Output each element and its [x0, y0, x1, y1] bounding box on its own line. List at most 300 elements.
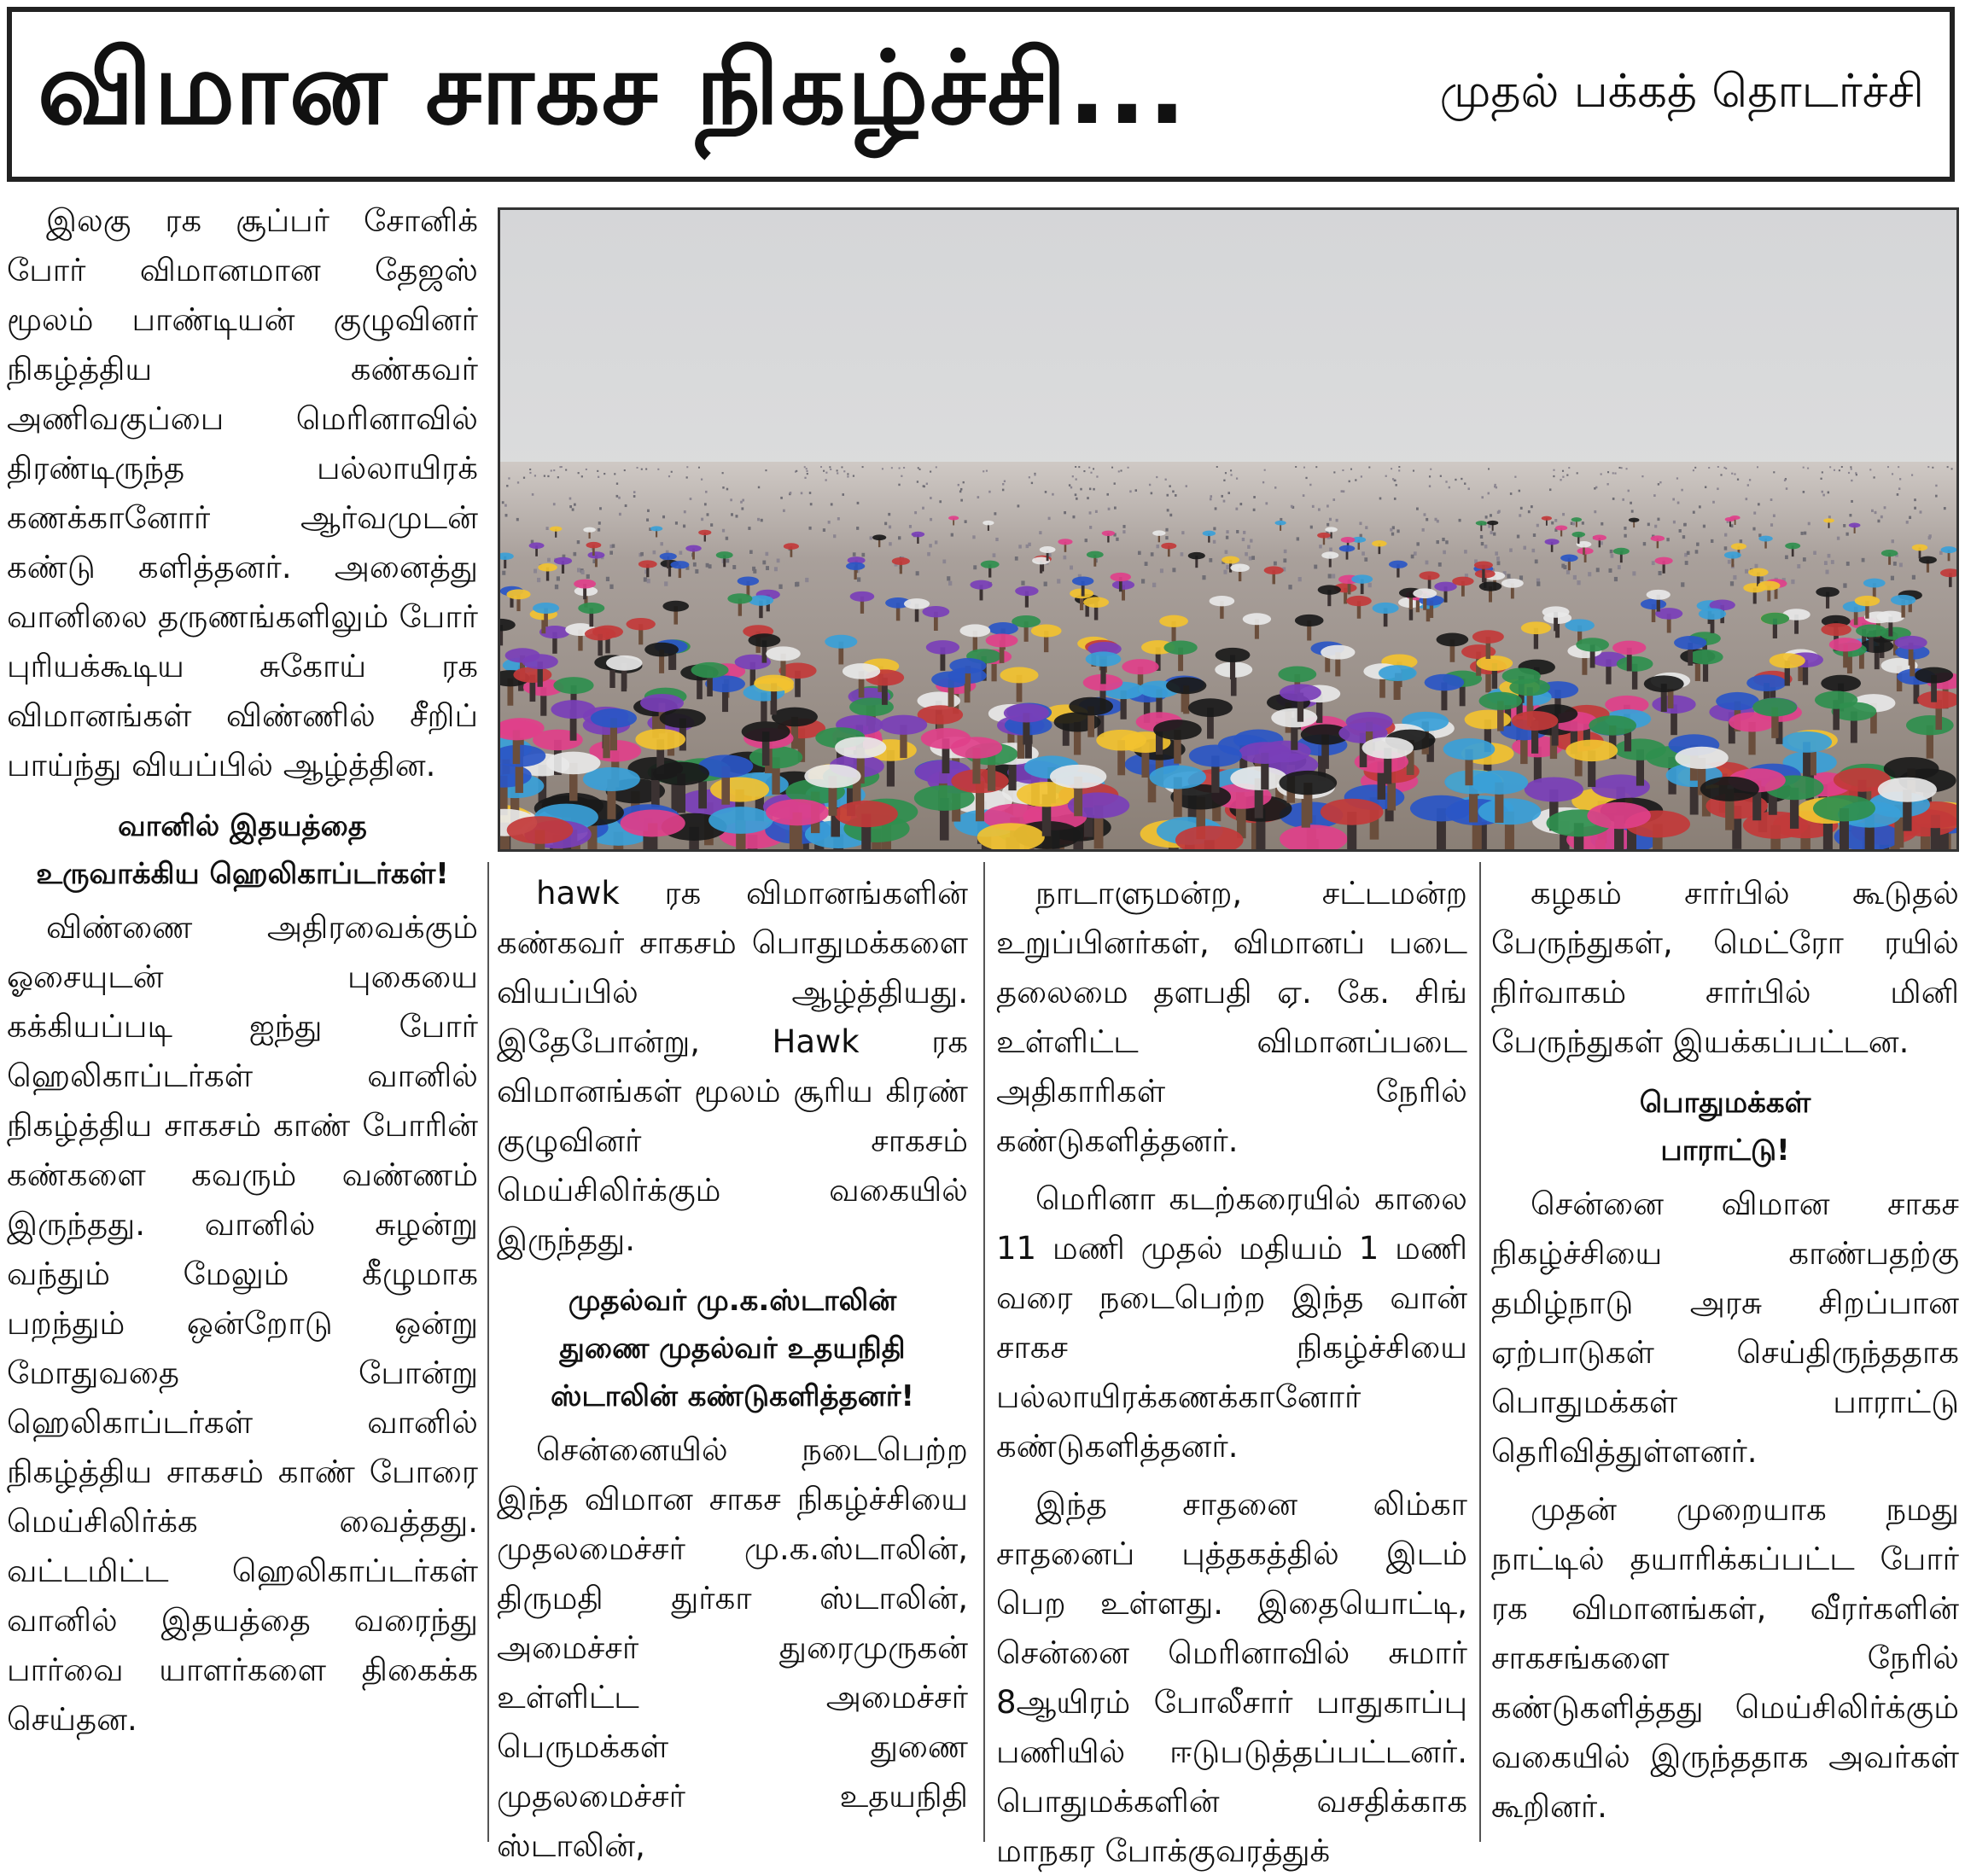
umbrella	[660, 708, 706, 728]
crowd-person	[1749, 479, 1751, 481]
crowd-person	[1496, 556, 1500, 561]
umbrella	[1278, 667, 1316, 683]
crowd-person	[958, 484, 959, 486]
umbrella	[738, 576, 759, 586]
crowd-person	[1411, 555, 1414, 559]
umbrella	[1086, 651, 1122, 667]
crowd-person	[708, 564, 712, 568]
umbrella	[1159, 615, 1188, 627]
crowd-person	[517, 481, 519, 483]
crowd-person	[1519, 575, 1523, 580]
crowd-person	[633, 491, 635, 493]
crowd-person	[1355, 479, 1356, 481]
crowd-person	[1449, 486, 1450, 489]
umbrella	[1321, 799, 1384, 825]
crowd-person	[502, 501, 504, 504]
crowd-person	[612, 545, 615, 548]
crowd-person	[1359, 521, 1362, 525]
crowd-person	[804, 466, 806, 468]
crowd-person	[1733, 575, 1736, 580]
umbrella	[1280, 684, 1321, 701]
crowd-person	[1841, 466, 1843, 468]
crowd-person	[1106, 493, 1109, 496]
crowd-person	[1601, 473, 1602, 475]
crowd-person	[804, 477, 806, 479]
crowd-person	[1608, 568, 1612, 573]
umbrella	[1087, 551, 1104, 558]
crowd-person	[573, 552, 576, 556]
crowd-person	[1553, 469, 1554, 471]
crowd-person	[1494, 484, 1496, 486]
crowd-person	[1911, 474, 1913, 475]
crowd-person	[1114, 482, 1116, 484]
crowd-person	[1803, 557, 1806, 562]
crowd-person	[683, 525, 685, 528]
crowd-person	[918, 467, 919, 469]
crowd-person	[1430, 469, 1431, 470]
crowd-person	[1563, 565, 1566, 569]
crowd-person	[1078, 466, 1080, 468]
crowd-person	[1610, 550, 1613, 553]
crowd-person	[1429, 475, 1431, 477]
crowd-person	[1685, 561, 1688, 565]
crowd-person	[1758, 503, 1760, 505]
crowd-person	[1116, 538, 1118, 541]
crowd-person	[806, 468, 808, 469]
crowd-person	[801, 492, 803, 494]
crowd-person	[1422, 528, 1425, 532]
umbrella	[1894, 636, 1927, 650]
crowd-person	[926, 483, 928, 485]
crowd-person	[1643, 542, 1646, 545]
crowd-person	[780, 497, 783, 499]
crowd-person	[1679, 529, 1682, 533]
umbrella	[1587, 802, 1651, 829]
umbrella	[1731, 543, 1746, 550]
crowd-person	[1514, 476, 1516, 478]
subheading-public-praise	[1491, 1079, 1959, 1174]
crowd-person	[1875, 511, 1877, 514]
crowd-person	[586, 574, 590, 579]
crowd-person	[1612, 498, 1615, 500]
crowd-person	[1045, 491, 1047, 493]
umbrella	[1004, 703, 1049, 722]
crowd-person	[1165, 536, 1168, 539]
crowd-person	[1485, 516, 1488, 518]
crowd-person	[986, 470, 988, 472]
crowd-person	[903, 467, 905, 469]
crowd-person	[1223, 480, 1225, 481]
crowd-person	[1831, 560, 1834, 564]
crowd-person	[1490, 514, 1492, 516]
crowd-person	[1468, 487, 1470, 490]
crowd-person	[1728, 560, 1731, 564]
umbrella	[1216, 648, 1251, 662]
subheading-line: பொதுமக்கள்	[1639, 1086, 1811, 1120]
umbrella	[698, 530, 711, 535]
crowd-person	[777, 558, 780, 562]
umbrella	[1571, 532, 1585, 538]
crowd-person	[551, 469, 552, 471]
crowd-person	[581, 475, 583, 477]
crowd-person	[963, 481, 965, 483]
umbrella	[1243, 613, 1271, 625]
crowd-person	[1813, 551, 1816, 555]
umbrella	[892, 557, 910, 565]
crowd-person	[1488, 525, 1490, 528]
crowd-person	[1186, 485, 1187, 487]
article-paragraph: சென்னை விமான சாகச நிகழ்ச்சியை காண்பதற்கு தமிழ்நாடு அரசு சிறப்பான ஏற்பாடுகள் செய்திருந்ததாக பொதுமக்கள் பாராட்டு தெரிவித்துள்ளனர்.	[1491, 1186, 1959, 1470]
crowd-person	[1804, 532, 1806, 535]
umbrella	[1487, 521, 1498, 526]
crowd-person	[1551, 521, 1554, 525]
crowd-person	[693, 562, 697, 567]
umbrella	[1102, 531, 1115, 536]
crowd-person	[705, 491, 707, 493]
umbrella	[766, 646, 801, 661]
crowd-person	[1808, 522, 1810, 526]
umbrella	[1096, 730, 1146, 751]
umbrella	[1761, 613, 1789, 625]
umbrella	[1188, 698, 1233, 717]
umbrella	[1700, 777, 1759, 801]
crowd-person	[1319, 545, 1322, 548]
crowd-person	[1892, 473, 1893, 475]
umbrella	[1475, 569, 1496, 578]
crowd-person	[707, 513, 709, 516]
crowd-person	[1239, 503, 1242, 505]
crowd-person	[1015, 556, 1018, 561]
crowd-person	[1577, 580, 1580, 585]
crowd-person	[1044, 582, 1047, 586]
crowd-person	[690, 498, 692, 500]
crowd-person	[1243, 531, 1245, 534]
crowd-person	[977, 496, 980, 498]
crowd-person	[1230, 474, 1232, 475]
umbrella	[538, 563, 557, 571]
crowd-person	[1791, 580, 1794, 584]
crowd-person	[1676, 477, 1678, 479]
crowd-person	[761, 519, 763, 522]
crowd-person	[679, 551, 683, 554]
crowd-person	[1149, 484, 1151, 486]
crowd-person	[929, 544, 932, 547]
crowd-person	[1631, 510, 1634, 512]
crowd-person	[1329, 518, 1332, 521]
crowd-person	[1072, 475, 1074, 477]
crowd-person	[646, 518, 649, 521]
umbrella	[708, 807, 773, 834]
crowd-person	[1897, 493, 1899, 496]
umbrella	[1652, 696, 1695, 714]
crowd-person	[609, 551, 613, 554]
crowd-person	[616, 482, 618, 484]
crowd-person	[1822, 494, 1825, 497]
crowd-person	[1333, 471, 1335, 473]
crowd-person	[1536, 524, 1539, 527]
crowd-person	[1396, 529, 1399, 533]
crowd-person	[1230, 469, 1232, 471]
crowd-person	[1607, 471, 1609, 473]
crowd-person	[1659, 571, 1662, 575]
crowd-person	[1528, 510, 1531, 513]
crowd-person	[577, 568, 580, 572]
umbrella	[981, 561, 1000, 568]
crowd-person	[1341, 490, 1343, 492]
crowd-person	[847, 473, 848, 475]
crowd-person	[1390, 528, 1392, 532]
crowd-person	[1076, 498, 1078, 500]
umbrella	[583, 527, 596, 533]
crowd-person	[1877, 520, 1880, 523]
article-column-4	[1491, 869, 1959, 1842]
crowd-person	[1509, 548, 1513, 551]
crowd-person	[1531, 505, 1533, 508]
umbrella	[551, 700, 595, 719]
crowd-person	[1573, 575, 1577, 580]
crowd-person	[1089, 511, 1092, 514]
umbrella	[835, 801, 898, 827]
crowd-person	[1695, 550, 1699, 553]
crowd-person	[569, 498, 572, 500]
umbrella	[1560, 554, 1578, 562]
crowd-person	[1135, 489, 1137, 492]
crowd-person	[740, 501, 743, 504]
crowd-person	[749, 550, 753, 553]
crowd-person	[577, 540, 580, 544]
crowd-person	[1839, 469, 1840, 471]
crowd-person	[1519, 490, 1520, 492]
umbrella	[1000, 667, 1038, 683]
crowd-person	[766, 566, 769, 570]
crowd-person	[809, 492, 812, 494]
crowd-person	[1379, 498, 1382, 500]
crowd-person	[1151, 492, 1153, 494]
continuation-label: முதல் பக்கத் தொடர்ச்சி	[1439, 64, 1924, 118]
crowd-person	[1437, 520, 1439, 523]
crowd-person	[1362, 551, 1365, 556]
crowd-person	[762, 561, 766, 565]
umbrella	[1346, 596, 1372, 606]
umbrella	[1912, 545, 1927, 551]
crowd-person	[753, 569, 756, 574]
crowd-person	[1834, 469, 1835, 471]
crowd-person	[1169, 485, 1170, 487]
umbrella	[727, 593, 752, 603]
umbrella	[1758, 536, 1772, 542]
crowd-person	[1284, 550, 1287, 553]
umbrella	[912, 532, 925, 538]
crowd-person	[1075, 466, 1076, 468]
crowd-person	[1711, 539, 1713, 543]
umbrella	[1716, 692, 1759, 710]
crowd-person	[856, 527, 859, 530]
umbrella	[982, 521, 994, 526]
crowd-person	[644, 577, 647, 581]
crowd-photo	[498, 207, 1959, 852]
crowd-person	[1303, 467, 1305, 469]
crowd-person	[598, 476, 599, 478]
crowd-person	[924, 486, 925, 488]
umbrella	[1373, 603, 1399, 614]
crowd-person	[1549, 488, 1551, 491]
umbrella	[621, 810, 685, 837]
crowd-person	[1314, 565, 1317, 569]
crowd-person	[559, 466, 561, 468]
crowd-person	[1497, 561, 1501, 565]
crowd-person	[668, 475, 670, 477]
crowd-person	[1493, 533, 1496, 536]
crowd-person	[1250, 539, 1252, 543]
umbrella	[988, 622, 1018, 635]
crowd-person	[1653, 494, 1656, 497]
crowd-person	[1018, 545, 1022, 548]
crowd-person	[1837, 537, 1840, 540]
umbrella	[1465, 710, 1511, 730]
crowd-person	[645, 469, 647, 470]
crowd-person	[1659, 481, 1661, 483]
umbrella	[578, 603, 604, 614]
crowd-person	[1391, 468, 1392, 469]
umbrella	[513, 667, 551, 683]
umbrella	[1746, 674, 1787, 691]
umbrella	[1542, 516, 1552, 521]
crowd-person	[1820, 478, 1822, 480]
crowd-person	[1536, 581, 1540, 586]
umbrella	[872, 534, 886, 540]
crowd-person	[1226, 536, 1228, 539]
umbrella	[1525, 777, 1583, 801]
umbrella	[949, 658, 986, 673]
crowd-person	[1172, 491, 1174, 493]
crowd-person	[1887, 466, 1889, 468]
crowd-person	[1871, 510, 1874, 512]
crowd-person	[1535, 559, 1538, 563]
crowd-person	[1577, 472, 1578, 474]
crowd-person	[624, 469, 626, 471]
umbrella	[716, 551, 733, 558]
crowd-person	[698, 467, 700, 469]
crowd-person	[1247, 545, 1251, 549]
crowd-person	[1305, 477, 1307, 479]
crowd-person	[1395, 484, 1396, 486]
crowd-person	[806, 470, 808, 472]
umbrella	[1203, 531, 1216, 536]
crowd-person	[1800, 532, 1803, 535]
crowd-person	[1175, 494, 1177, 497]
crowd-person	[1869, 469, 1871, 470]
crowd-person	[1318, 508, 1321, 510]
crowd-person	[1828, 516, 1831, 518]
umbrella	[635, 729, 685, 750]
umbrella	[1111, 573, 1132, 581]
crowd-person	[935, 540, 937, 544]
umbrella	[1325, 527, 1338, 532]
crowd-person	[1156, 545, 1159, 548]
crowd-person	[841, 466, 843, 468]
crowd-person	[842, 493, 844, 496]
crowd-person	[1855, 472, 1857, 474]
crowd-person	[930, 471, 931, 473]
crowd-person	[1851, 480, 1852, 481]
umbrella	[1501, 579, 1524, 588]
umbrella	[850, 591, 875, 602]
crowd-person	[914, 511, 917, 514]
crowd-person	[1606, 483, 1608, 486]
umbrella	[1362, 737, 1414, 759]
umbrella	[766, 799, 829, 825]
crowd-person	[1566, 475, 1568, 476]
umbrella	[685, 545, 702, 552]
crowd-person	[857, 577, 860, 581]
umbrella	[754, 675, 794, 692]
crowd-person	[1076, 478, 1077, 480]
crowd-person	[555, 585, 558, 589]
crowd-person	[1488, 468, 1490, 469]
crowd-person	[1221, 495, 1223, 498]
headline-box	[7, 7, 1955, 182]
crowd-person	[1672, 498, 1675, 501]
crowd-person	[1064, 511, 1066, 514]
crowd-person	[1920, 510, 1922, 513]
crowd-person	[748, 527, 750, 530]
crowd-person	[891, 467, 893, 469]
umbrella	[533, 603, 559, 614]
crowd-person	[1120, 469, 1122, 471]
crowd-person	[641, 469, 643, 470]
umbrella	[1521, 621, 1551, 634]
crowd-person	[1368, 466, 1370, 468]
umbrella	[1555, 526, 1567, 531]
umbrella	[1072, 576, 1093, 586]
crowd-person	[1490, 531, 1493, 534]
umbrella	[546, 752, 601, 775]
crowd-person	[1696, 543, 1699, 546]
crowd-person	[1566, 570, 1570, 574]
crowd-person	[660, 542, 662, 545]
crowd-person	[1342, 469, 1344, 471]
crowd-person	[1932, 467, 1933, 469]
crowd-person	[1111, 467, 1113, 469]
crowd-person	[783, 510, 785, 512]
crowd-person	[889, 526, 891, 529]
crowd-person	[1828, 554, 1831, 558]
crowd-person	[1632, 571, 1636, 575]
umbrella	[1476, 521, 1487, 526]
umbrella	[644, 643, 679, 657]
umbrella	[1613, 548, 1630, 555]
crowd-person	[828, 521, 831, 524]
crowd-person	[523, 477, 525, 479]
crowd-person	[899, 467, 901, 469]
crowd-person	[1288, 585, 1292, 589]
umbrella	[1210, 596, 1235, 606]
crowd-person	[982, 470, 984, 472]
crowd-person	[1717, 466, 1719, 468]
crowd-person	[1223, 500, 1226, 503]
umbrella	[1050, 765, 1106, 789]
crowd-person	[1770, 498, 1773, 501]
crowd-person	[1002, 483, 1004, 486]
crowd-person	[837, 472, 838, 474]
crowd-person	[662, 516, 665, 518]
crowd-person	[853, 475, 854, 476]
crowd-person	[861, 553, 865, 557]
crowd-person	[1481, 496, 1484, 498]
crowd-person	[972, 535, 975, 539]
umbrella	[1655, 557, 1673, 565]
crowd-person	[722, 529, 725, 533]
